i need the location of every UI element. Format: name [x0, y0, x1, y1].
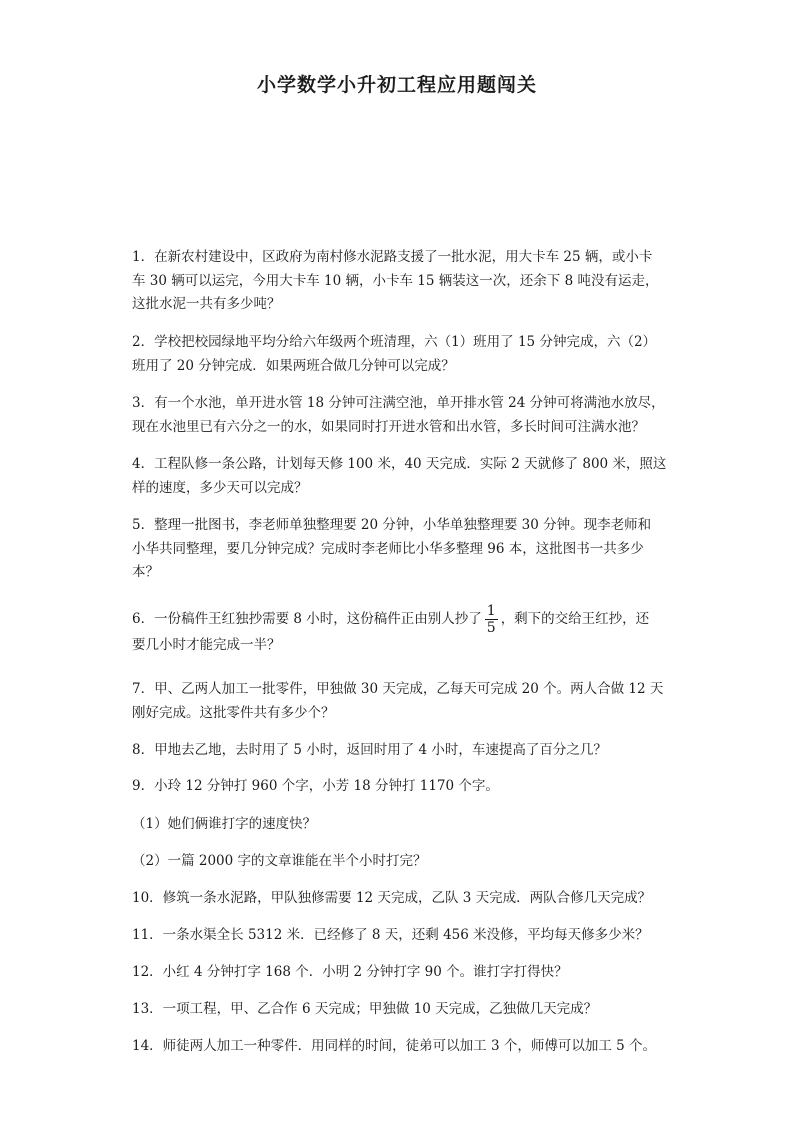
- page-title: 小学数学小升初工程应用题闯关: [256, 74, 537, 96]
- question-7-line-2: 刚好完成。这批零件共有多少个？: [132, 704, 335, 721]
- question-4-line-2: 样的速度，多少天可以完成？: [132, 479, 308, 496]
- question-9-part-1: [132, 813, 672, 837]
- question-3-line-2: 现在水池里已有六分之一的水，如果同时打开进水管和出水管，多长时间可注满水池？: [132, 418, 645, 435]
- question-9-part-1-line: （1）她们俩谁打字的速度快？: [132, 816, 317, 832]
- question-5: [132, 514, 672, 585]
- question-2-line-1: 2．学校把校园绿地平均分给六年级两个班清理，六（1）班用了 15 分钟完成，六（2）: [132, 334, 657, 350]
- question-6-text-before: 6．一份稿件王红独抄需要 8 小时，这份稿件正由别人抄了: [132, 611, 482, 627]
- fraction-numerator: 1: [486, 603, 496, 619]
- question-14: [132, 1035, 672, 1059]
- question-1: [132, 246, 672, 317]
- question-1-line-3: 这批水泥一共有多少吨？: [132, 296, 281, 312]
- question-14-line: 14．师徒两人加工一种零件．用同样的时间，徒弟可以加工 3 个，师傅可以加工 5 个。: [132, 1038, 657, 1054]
- question-4-line-1: 4．工程队修一条公路，计划每天修 100 米，40 天完成．实际 2 天就修了 800 米，照这: [132, 456, 667, 472]
- question-6-text-after: ，剩下的交给王红抄，还: [500, 611, 650, 627]
- question-9-line: 9．小玲 12 分钟打 960 个字，小芳 18 分钟打 1170 个字。: [132, 778, 499, 794]
- fraction-one-fifth: [485, 603, 498, 636]
- question-1-line-1: 1．在新农村建设中，区政府为南村修水泥路支援了一批水泥，用大卡车 25 辆，或小卡: [132, 249, 653, 265]
- question-8: [132, 739, 672, 763]
- question-8-line: 8．甲地去乙地，去时用了 5 小时，返回时用了 4 小时，车速提高了百分之几？: [132, 742, 607, 758]
- question-10-line: 10．修筑一条水泥路，甲队独修需要 12 天完成，乙队 3 天完成．两队合修几天完成？: [132, 890, 652, 906]
- question-5-line-2: 小华共同整理，要几分钟完成？完成时李老师比小华多整理 96 本，这批图书一共多少: [132, 540, 644, 557]
- question-11-line: 11．一条水渠全长 5312 米．已经修了 8 天，还剩 456 米没修，平均每天修多少米？: [132, 927, 649, 943]
- question-6-line-1: [132, 600, 672, 638]
- question-9: [132, 775, 672, 799]
- question-12-line: 12．小红 4 分钟打字 168 个．小明 2 分钟打字 90 个。谁打字打得快？: [132, 964, 568, 980]
- question-7: [132, 678, 672, 725]
- question-4: [132, 453, 672, 500]
- question-12: [132, 961, 672, 985]
- fraction-denominator: 5: [486, 620, 496, 636]
- question-6-line-2: 要几小时才能完成一半？: [132, 637, 281, 653]
- question-11: [132, 924, 672, 948]
- question-9-part-2: [132, 850, 672, 874]
- question-13-line: 13．一项工程，甲、乙合作 6 天完成；甲独做 10 天完成，乙独做几天完成？: [132, 1001, 598, 1017]
- question-5-line-1: 5．整理一批图书，李老师单独整理要 20 分钟，小华单独整理要 30 分钟。现李老师和: [132, 517, 652, 533]
- question-9-part-2-line: （2）一篇 2000 字的文章谁能在半个小时打完？: [132, 853, 427, 869]
- question-3-line-1: 3．有一个水池，单开进水管 18 分钟可注满空池，单开排水管 24 分钟可将满池水放尽，: [132, 395, 665, 411]
- question-1-line-2: 车 30 辆可以运完，今用大卡车 10 辆，小卡车 15 辆装这一次，还余下 8 吨没有运走，: [132, 272, 659, 289]
- question-2: [132, 331, 672, 378]
- question-10: [132, 887, 672, 911]
- question-13: [132, 998, 672, 1022]
- question-7-line-1: 7．甲、乙两人加工一批零件，甲独做 30 天完成，乙每天可完成 20 个。两人合做 12 天: [132, 681, 664, 697]
- question-2-line-2: 班用了 20 分钟完成．如果两班合做几分钟可以完成？: [132, 357, 455, 374]
- question-5-line-3: 本？: [132, 564, 159, 580]
- question-3: [132, 392, 672, 439]
- question-6: [132, 600, 672, 658]
